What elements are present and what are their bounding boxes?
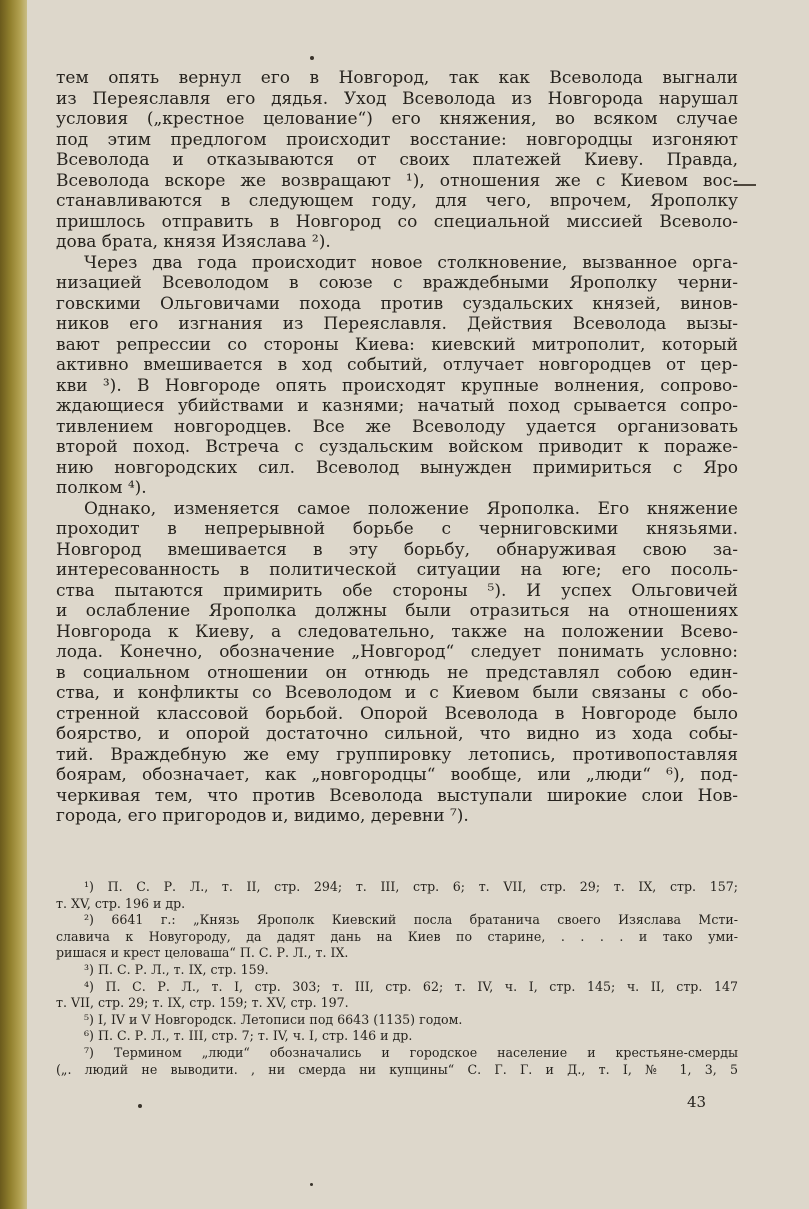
text-line: Однако, изменяется самое положение Ярополка. Его княжение — [84, 498, 738, 519]
text-line: проходит в непрерывной борьбе с черниговскими князьями. — [56, 519, 738, 539]
text-line: Всеволода и отказываются от своих платежей Киеву. Правда, — [56, 150, 738, 170]
text-line: тивлением новгородцев. Все же Всеволоду удается организовать — [56, 416, 738, 437]
text-line: боярство, и опорой достаточно сильной, что видно из хода собы- — [56, 724, 738, 744]
text-line: низацией Всеволодом в союзе с враждебными Ярополку черни- — [56, 273, 738, 293]
text-line: черкивая тем, что против Всеволода выступали широкие слои Нов- — [56, 785, 738, 806]
text-line: вают репрессии со стороны Киева: киевский митрополит, который — [56, 334, 738, 355]
footnote-line: т. XV, стр. 196 и др. — [56, 895, 186, 911]
text-line: под этим предлогом происходит восстание: новгородцы изгоняют — [56, 129, 738, 150]
footnote-line: ⁵) I, IV и V Новгородск. Летописи под 6643 (1135) годом. — [84, 1011, 463, 1027]
footnotes — [56, 879, 738, 1078]
text-line: интересованность в политической ситуации на юге; его посоль- — [56, 560, 738, 580]
text-line: Новгород вмешивается в эту борьбу, обнаруживая свою за- — [56, 539, 738, 560]
text-line: ждающиеся убийствами и казнями; начатый поход срывается сопро- — [56, 396, 738, 416]
book-spine — [0, 0, 27, 1209]
print-speck — [310, 56, 314, 60]
page-number: 43 — [687, 1093, 707, 1111]
text-line: тем опять вернул его в Новгород, так как Всеволода выгнали — [56, 68, 738, 88]
text-line: тий. Враждебную же ему группировку летопись, противопоставляя — [56, 744, 738, 765]
footnote-line: ⁷) Термином „люди“ обозначались и городское население и крестьяне-смерды — [84, 1044, 738, 1060]
text-line: условия („крестное целование“) его княжения, во всяком случае — [56, 109, 738, 129]
text-line: города, его пригородов и, видимо, деревни ⁷). — [56, 806, 469, 826]
text-line: ства, и конфликты со Всеволодом и с Киевом были связаны с обо- — [56, 683, 738, 703]
text-line: полком ⁴). — [56, 478, 147, 498]
text-line: и ослабление Ярополка должны были отразиться на отношениях — [56, 601, 738, 621]
text-line: нию новгородских сил. Всеволод вынужден примириться с Яро — [56, 457, 738, 478]
footnote-line: ⁴) П. С. Р. Л., т. I, стр. 303; т. III, стр. 62; т. IV, ч. I, стр. 145; ч. II, стр. 147 — [84, 978, 738, 994]
text-line: пришлось отправить в Новгород со специальной миссией Всеволо- — [56, 211, 738, 232]
text-line: дова брата, князя Изяслава ²). — [56, 232, 331, 252]
text-line: кви ³). В Новгороде опять происходят крупные волнения, сопрово- — [56, 375, 738, 396]
main-text — [56, 68, 738, 827]
text-line: ников его изгнания из Переяславля. Действия Всеволода вызы- — [56, 314, 738, 334]
text-line: лода. Конечно, обозначение „Новгород“ следует понимать условно: — [56, 642, 738, 662]
footnote-line: ²) 6641 г.: „Князь Ярополк Киевский посла братанича своего Изяслава Мсти- — [84, 912, 738, 928]
footnote-line: ⁶) П. С. Р. Л., т. III, стр. 7; т. IV, ч. I, стр. 146 и др. — [84, 1028, 413, 1044]
footnote-line: ришася и крест целоваша“ П. С. Р. Л., т. IX. — [56, 945, 349, 961]
text-line: Через два года происходит новое столкновение, вызванное орга- — [84, 252, 738, 273]
text-line: в социальном отношении он отнюдь не представлял собою един- — [56, 662, 738, 683]
text-line: активно вмешивается в ход событий, отлучает новгородцев от цер- — [56, 355, 738, 375]
text-line: ства пытаются примирить обе стороны ⁵). И успех Ольговичей — [56, 580, 738, 601]
text-line: говскими Ольговичами похода против суздальских князей, винов- — [56, 293, 738, 314]
print-speck — [310, 1183, 313, 1186]
print-speck — [138, 1104, 142, 1108]
text-line: станавливаются в следующем году, для чего, впрочем, Ярополку — [56, 191, 738, 211]
text-line: второй поход. Встреча с суздальским войском приводит к пораже- — [56, 437, 738, 457]
footnote-line: т. VII, стр. 29; т. IX, стр. 159; т. XV, стр. 197. — [56, 995, 349, 1011]
text-line: боярам, обозначает, как „новгородцы“ вообще, или „люди“ ⁶), под- — [56, 765, 738, 785]
text-line: из Переяславля его дядья. Уход Всеволода из Новгорода нарушал — [56, 88, 738, 109]
footnote-line: („. людий не выводити. , ни смерда ни купцины“ С. Г. Г. и Д., т. I, № 1, 3, 5 — [56, 1061, 738, 1077]
text-line: Новгорода к Киеву, а следовательно, также на положении Всево- — [56, 621, 738, 642]
footnote-line: ³) П. С. Р. Л., т. IX, стр. 159. — [84, 961, 269, 977]
footnote-line: славича к Новугороду, да дадят дань на Киев по старине, . . . . и тако уми- — [56, 928, 738, 944]
book-page — [27, 0, 809, 1209]
text-line: Всеволода вскоре же возвращают ¹), отношения же с Киевом вос- — [56, 170, 738, 191]
text-line: стренной классовой борьбой. Опорой Всеволода в Новгороде было — [56, 703, 738, 724]
footnote-line: ¹) П. С. Р. Л., т. II, стр. 294; т. III, стр. 6; т. VII, стр. 29; т. IX, стр. 157; — [84, 879, 738, 894]
